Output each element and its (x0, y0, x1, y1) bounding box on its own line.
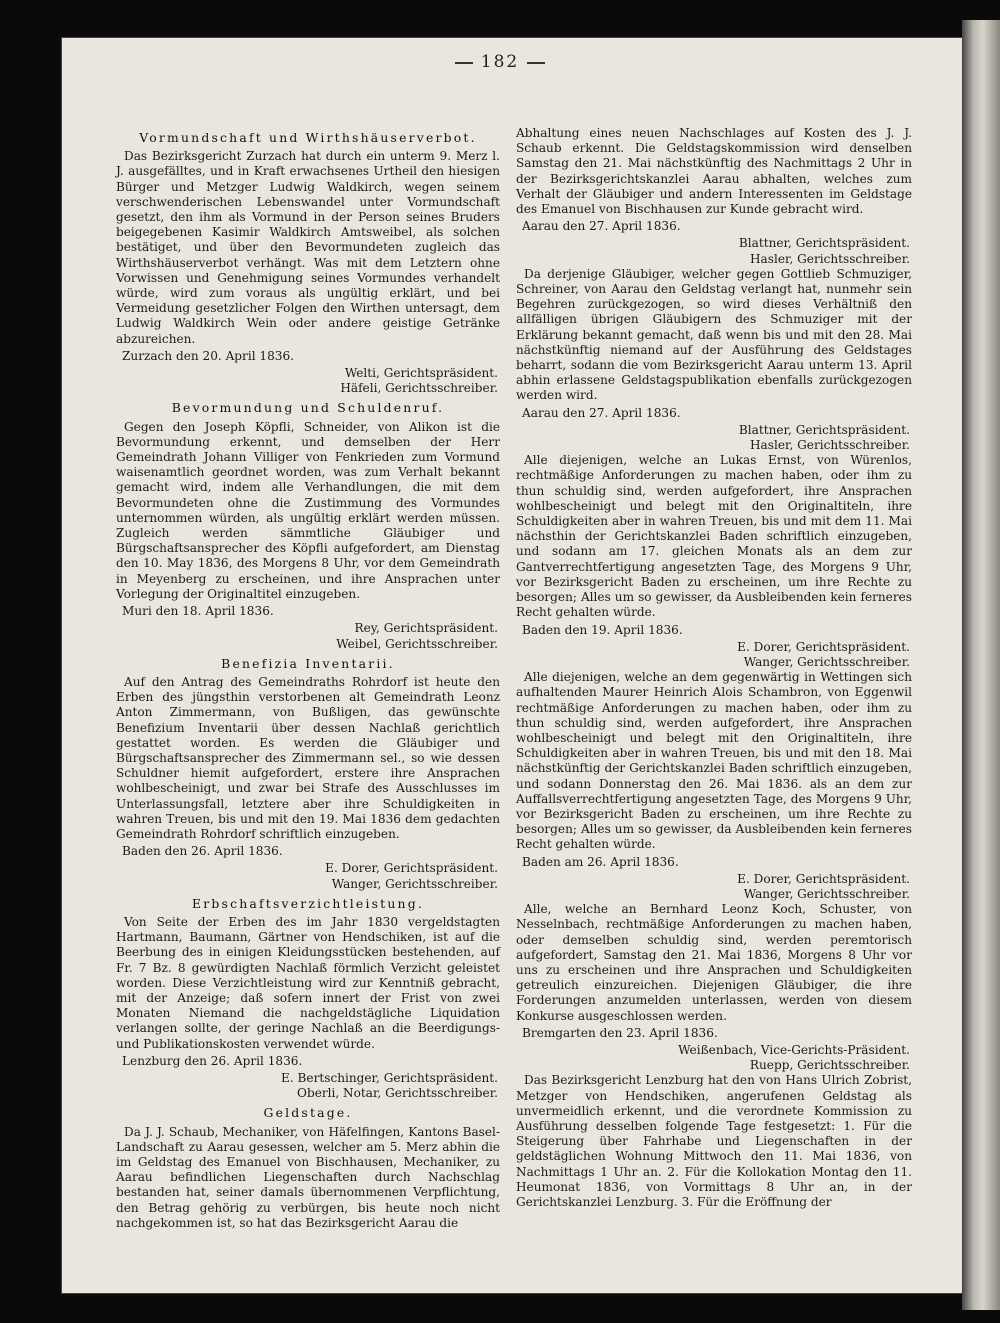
notice-paragraph: Das Bezirksgericht Zurzach hat durch ein unterm 9. Merz l. J. ausgefälltes, und in Kraft erwachsenes Urtheil den hiesigen Bürger und Metzger Ludwig Waldkirch, wegen seinem verschwenderischen Lebenswandel unter Vormundschaft gesetzt, den ihm als Vormund in der Person seines Bruders beigegebenen Kasimir Waldkirch Amtsweibel, als solchen bestätiget, und über den Bevormundeten zugleich das Wirthshäuserverbot verhängt. Was mit dem Letztern ohne Vorwissen und Genehmigung seines Vormundes verhandelt würde, wird zum voraus als ungültig erklärt, und bei Vermeidung gesetzlicher Folgen den Wirthen untersagt, dem Ludwig Waldkirch Wein oder andere geistige Getränke abzureichen. (116, 149, 500, 346)
signature-line: Oberli, Notar, Gerichtsschreiber. (297, 1086, 498, 1101)
place-date-line: Muri den 18. April 1836. (122, 604, 274, 619)
place-date-line: Bremgarten den 23. April 1836. (522, 1025, 718, 1040)
place-date-line: Aarau den 27. April 1836. (522, 219, 681, 234)
section-heading: Benefizia Inventarii. (221, 655, 395, 671)
signature-line: Welti, Gerichtspräsident. (344, 366, 498, 381)
notice-paragraph: Da derjenige Gläubiger, welcher gegen Gottlieb Schmuziger, Schreiner, von Aarau den Geldstag verlangt hat, nunmehr sein Begehren zurückgezogen, so wird dieses Verhältniß den allfälligen übrigen Gläubigern des Schmuziger mit der Erklärung bekannt gemacht, daß wenn bis und mit den 28. Mai nächstkünftig niemand auf der Ausführung des Geldstages beharrt, sodann die vom Bezirksgericht Aarau unterm 13. April abhin erlassene Geldstagspublikation ebenfalls zurückgezogen werden wird. (516, 266, 912, 403)
notice-paragraph: Alle diejenigen, welche an dem gegenwärtig in Wettingen sich aufhaltenden Maurer Heinrich Alois Schambron, von Eggenwil rechtmäßige Anforderungen zu machen haben, oder ihm zu thun schuldig sind, werden aufgefordert, ihre Ansprachen wohlbescheinigt und belegt mit den Originaltiteln, ihre Schuldigkeiten aber in wahren Treuen, bis und mit den 18. Mai nächstkünftig der Gerichtskanzlei Baden schriftlich einzugeben, und sodann Donnerstag den 26. Mai 1836. als an dem zur Auffallsverrechtfertigung angesetzten Tage, des Morgens 9 Uhr, vor Bezirksgericht Baden zu erscheinen, um ihre Rechte zu besorgen; Alles um so gewisser, da Ausbleibenden kein ferneres Recht gehalten würde. (516, 670, 912, 852)
signature-line: Weibel, Gerichtsschreiber. (336, 636, 498, 651)
place-date-line: Zurzach den 20. April 1836. (122, 348, 295, 363)
notice-paragraph: Auf den Antrag des Gemeindraths Rohrdorf ist heute den Erben des jüngsthin verstorbenen alt Gemeindrath Leonz Anton Zimmermann, von Bußligen, das gewünschte Benefizium Inventarii über dessen Nachlaß gerichtlich gestattet worden. Es werden die Gläubiger und Bürgschaftsansprecher des Zimmermann sel., so wie dessen Schuldner hiemit aufgefordert, erstere ihre Ansprachen wohlbescheinigt, und zwar bei Strafe des Ausschlusses im Unterlassungsfall, letztere aber ihre Schuldigkeiten in wahren Treuen, bis und mit den 19. Mai 1836 dem gedachten Gemeindrath Rohrdorf schriftlich einzugeben. (116, 674, 500, 841)
dash-right (527, 62, 545, 64)
signature-line: Wanger, Gerichtsschreiber. (743, 654, 910, 669)
signature-line: Hasler, Gerichtsschreiber. (750, 251, 910, 266)
signature-line: Blattner, Gerichtspräsident. (738, 236, 910, 251)
section-heading: Bevormundung und Schuldenruf. (171, 400, 445, 416)
page-number-header (0, 52, 1000, 72)
signature-line: E. Dorer, Gerichtspräsident. (325, 861, 498, 876)
notice-paragraph: Das Bezirksgericht Lenzburg hat den von Hans Ulrich Zobrist, Metzger von Hendschiken, angerufenen Geldstag als unvermeidlich erkennt, und die verordnete Kommission zu Ausführung desselben folgende Tage festgesetzt: 1. Für die Steigerung über Fahrhabe und Liegenschaften in der geldstäglichen Wohnung Mittwoch den 11. Mai 1836, von Nachmittags 1 Uhr an. 2. Für die Kollokation Montag den 11. Heumonat 1836, von Vormittags 8 Uhr an, in der Gerichtskanzlei Lenzburg. 3. Für die Eröffnung der (516, 1073, 912, 1210)
signature-line: Hasler, Gerichtsschreiber. (750, 438, 910, 453)
signature-line: Weißenbach, Vice-Gerichts-Präsident. (678, 1042, 910, 1057)
notice-paragraph: Von Seite der Erben des im Jahr 1830 vergeldstagten Hartmann, Baumann, Gärtner von Hendschiken, ist auf die Beerbung des in einigen Kleidungsstücken bestehenden, auf Fr. 7 Bz. 8 gewürdigten Nachlaß förmlich Verzicht geleistet worden. Diese Verzichtleistung wird zur Kenntniß gebracht, mit der Anzeige; daß sofern innert der Frist von zwei Monaten Niemand die nachgeldstägliche Liquidation verlangen sollte, der geringe Nachlaß an die Beerdigungs- und Publikationskosten verwendet würde. (116, 914, 500, 1051)
book-spine (962, 20, 1000, 1310)
notice-paragraph: Alle, welche an Bernhard Leonz Koch, Schuster, von Nesselnbach, rechtmäßige Anforderungen zu machen haben, oder demselben schuldig sind, werden peremtorisch aufgefordert, Samstag den 21. Mai 1836, Morgens 8 Uhr vor uns zu erscheinen und ihre Ansprachen und Schuldigkeiten getreulich einzureichen. Diejenigen Gläubiger, die ihre Forderungen anzumelden unterlassen, werden von diesem Konkurse ausgeschlossen werden. (516, 902, 912, 1023)
signature-line: Blattner, Gerichtspräsident. (738, 422, 910, 437)
signature-line: E. Dorer, Gerichtspräsident. (737, 639, 910, 654)
signature-line: E. Bertschinger, Gerichtspräsident. (281, 1070, 498, 1085)
signature-line: Häfeli, Gerichtsschreiber. (340, 381, 498, 396)
notice-paragraph: Abhaltung eines neuen Nachschlages auf Kosten des J. J. Schaub erkennt. Die Geldstagskommission wird denselben Samstag den 21. Mai nächstkünftig des Nachmittags 2 Uhr in der Bezirksgerichtskanzlei Aarau abhalten, welches zum Verhalt der Gläubiger und andern Interessenten im Geldstage des Emanuel von Bischhausen zur Kunde gebracht wird. (516, 126, 912, 217)
signature-line: Ruepp, Gerichtsschreiber. (749, 1058, 910, 1073)
dash-left (455, 62, 473, 64)
page-number: 182 (480, 52, 520, 72)
section-heading: Erbschaftsverzichtleistung. (192, 895, 424, 911)
signature-line: E. Dorer, Gerichtspräsident. (737, 871, 910, 886)
place-date-line: Baden den 26. April 1836. (122, 844, 283, 859)
signature-line: Wanger, Gerichtsschreiber. (331, 876, 498, 891)
signature-line: Rey, Gerichtspräsident. (354, 621, 498, 636)
place-date-line: Lenzburg den 26. April 1836. (122, 1053, 303, 1068)
place-date-line: Baden den 19. April 1836. (522, 622, 683, 637)
section-heading: Vormundschaft und Wirthshäuserverbot. (139, 130, 477, 145)
signature-line: Wanger, Gerichtsschreiber. (743, 886, 910, 901)
left-column (116, 126, 500, 1231)
place-date-line: Baden am 26. April 1836. (522, 854, 679, 869)
notice-paragraph: Alle diejenigen, welche an Lukas Ernst, von Würenlos, rechtmäßige Anforderungen zu machen haben, oder ihm zu thun schuldig sind, werden aufgefordert, ihre Ansprachen wohlbescheinigt und belegt mit den Originaltiteln, ihre Schuldigkeiten aber in wahren Treuen, bis und mit dem 11. Mai nächsthin der Gerichtskanzlei Baden schriftlich einzugeben, und sodann am 17. gleichen Monats als an dem zur Gantverrechtfertigung angesetzten Tage, des Morgens 9 Uhr, vor Bezirksgericht Baden zu erscheinen, um ihre Rechte zu besorgen; Alles um so gewisser, da Ausbleibenden kein ferneres Recht gehalten würde. (516, 453, 912, 620)
notice-paragraph: Gegen den Joseph Köpfli, Schneider, von Alikon ist die Bevormundung erkennt, und demselben der Herr Gemeindrath Johann Villiger von Fenkrieden zum Vormund waisenamtlich geordnet worden, was zum Verhalt bekannt gemacht wird, indem alle Verhandlungen, die mit dem Bevormundeten ohne die Zustimmung des Vormundes unternommen würden, als ungültig erklärt werden müssen. Zugleich werden sämmtliche Gläubiger und Bürgschaftsansprecher des Köpfli aufgefordert, am Dienstag den 10. May 1836, des Morgens 8 Uhr, vor dem Gemeindrath in Meyenberg zu erscheinen, und ihre Ansprachen unter Vorlegung der Originaltitel einzugeben. (116, 419, 500, 601)
place-date-line: Aarau den 27. April 1836. (522, 405, 681, 420)
notice-paragraph: Da J. J. Schaub, Mechaniker, von Häfelfingen, Kantons Basel-Landschaft zu Aarau gesessen, welcher am 5. Merz abhin die im Geldstag des Emanuel von Bischhausen, Mechaniker, zu Aarau befindlichen Liegenschaften durch Nachschlag bestanden hat, seiner damals übernommenen Verpflichtung, den Betrag gehörig zu verbürgen, bis heute noch nicht nachgekommen ist, so hat das Bezirksgericht Aarau die (116, 1124, 500, 1230)
right-column (516, 126, 912, 1210)
section-heading: Geldstage. (263, 1105, 353, 1121)
